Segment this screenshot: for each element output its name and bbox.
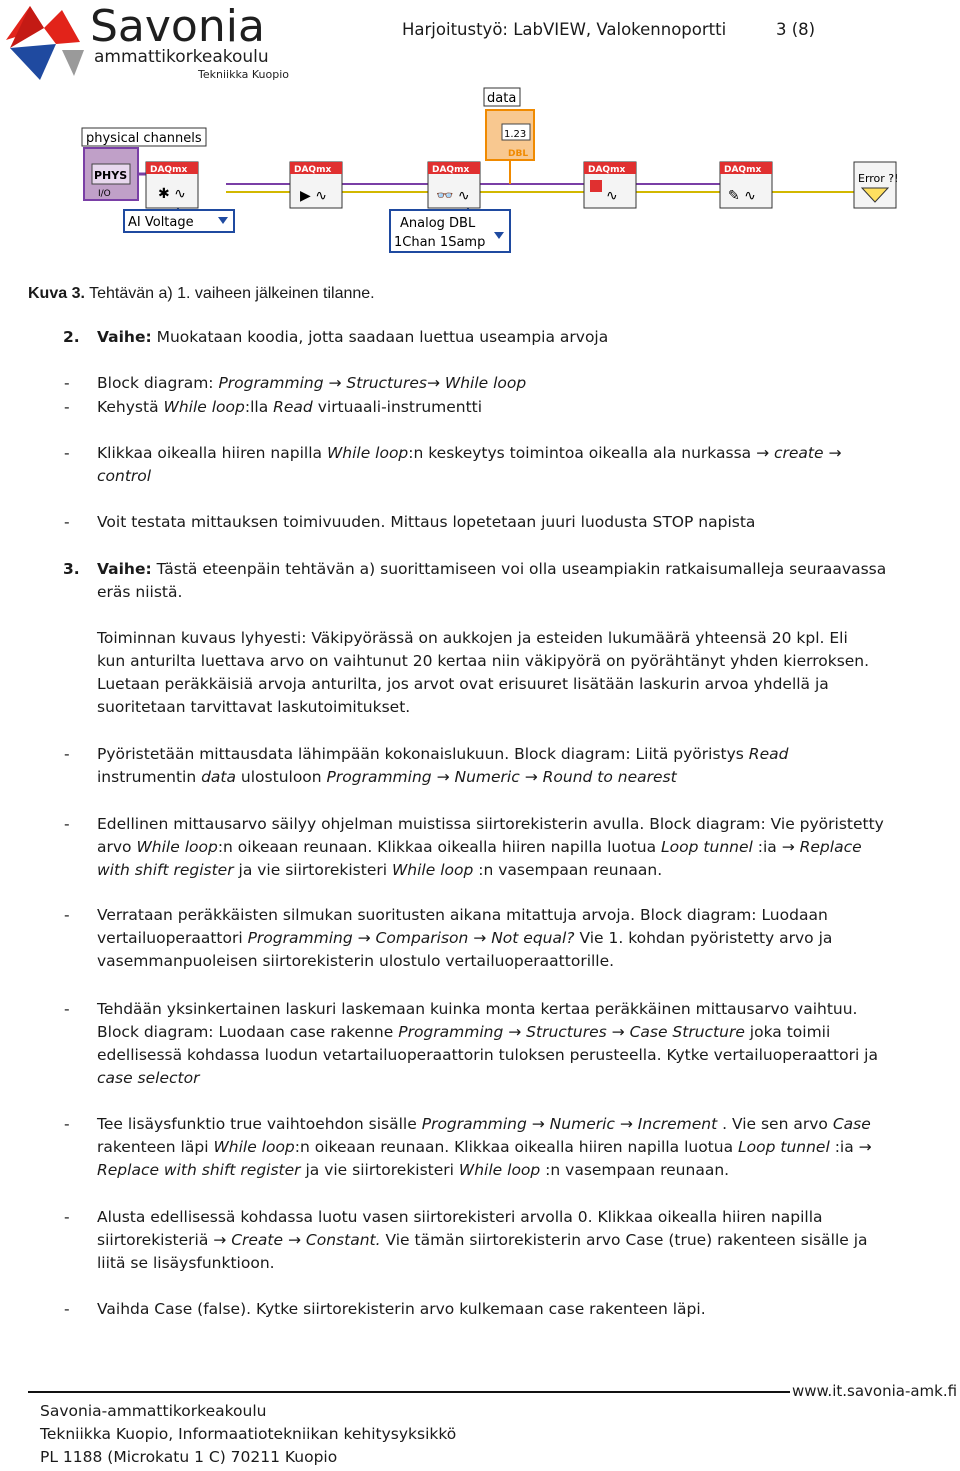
daqmx-clear-block [720, 162, 772, 208]
bullet-voit-testata: Voit testata mittauksen toimivuuden. Mittaus lopetetaan juuri luodusta STOP napista [97, 513, 756, 531]
section-3-number: 3. [63, 560, 80, 578]
bullet-dash: - [64, 1300, 70, 1318]
svg-text:DAQmx: DAQmx [724, 165, 762, 175]
logo-name: Savonia [90, 1, 265, 52]
daqmx-stop-block [584, 162, 636, 208]
svg-text:DAQmx: DAQmx [150, 165, 188, 175]
physical-channels-label [82, 128, 206, 146]
svg-text:AI Voltage: AI Voltage [128, 215, 194, 230]
svg-text:Analog DBL: Analog DBL [400, 216, 476, 231]
step-case-false: Vaihda Case (false). Kytke siirtorekisterin arvo kulkemaan case rakenteen läpi. [97, 1300, 706, 1318]
svg-text:👓 ∿: 👓 ∿ [436, 188, 470, 204]
ai-voltage-constant [124, 210, 234, 232]
svg-text:I/O: I/O [98, 189, 111, 199]
bullet-dash: - [64, 444, 70, 462]
svg-text:data: data [487, 91, 517, 106]
step-comparison: Verrataan peräkkäisten silmukan suoritusten aikana mitattuja arvoja. Block diagram: Luodaan vertailuoperaattori Programming → Comparison → Not equal? Vie 1. kohdan pyöristetty arvo ja vasemmanpuoleisen siirtorekisterin ulostulo vertailuoperaattorille. [97, 906, 833, 970]
svg-text:∿: ∿ [606, 188, 618, 204]
step-increment: Tee lisäysfunktio true vaihtoehdon sisälle Programming → Numeric → Increment . Vie sen arvo Case rakenteen läpi While loop:n oikeaan reunaan. Klikkaa oikealla hiiren napilla luotua Loop tunnel :ia → Replace with shift register ja vie siirtorekisteri While loop :n vasempaan reunaan. [97, 1115, 872, 1179]
analog-dbl-selector [390, 210, 510, 252]
section-2-number: 2. [63, 328, 80, 346]
bullet-dash: - [64, 1000, 70, 1018]
daqmx-read-block [428, 162, 480, 208]
svg-text:DAQmx: DAQmx [588, 165, 626, 175]
step-round-data: Pyöristetään mittausdata lähimpään kokonaislukuun. Block diagram: Liitä pyöristys Read instrumentin data ulostuloon Programming → Numeric → Round to nearest [97, 745, 789, 786]
svg-text:DAQmx: DAQmx [294, 165, 332, 175]
bullet-block-diagram: Block diagram: Programming → Structures→ While loop [97, 374, 527, 392]
bullet-dash: - [64, 815, 70, 833]
error-handler-block [854, 162, 899, 208]
svg-text:1Chan 1Samp: 1Chan 1Samp [394, 235, 486, 250]
bullet-dash: - [64, 513, 70, 531]
section-2-heading: Vaihe: Muokataan koodia, jotta saadaan luettua useampia arvoja [97, 328, 609, 346]
svg-text:DAQmx: DAQmx [432, 165, 470, 175]
bullet-dash: - [64, 1115, 70, 1133]
footer-url[interactable]: www.it.savonia-amk.fi [792, 1382, 958, 1400]
svg-text:Error ?!: Error ?! [858, 172, 899, 185]
svg-text:✎ ∿: ✎ ∿ [728, 188, 756, 204]
step-init-shift-register: Alusta edellisessä kohdassa luotu vasen siirtorekisteri arvolla 0. Klikkaa oikealla hiiren napilla siirtorekisteriä → Create → Constant. Vie tämän siirtorekisterin arvo Case (true) rakenteen sisälle ja liitä se lisäysfunktioon. [97, 1208, 868, 1272]
bullet-dash: - [64, 398, 70, 416]
page-header-title: Harjoitustyö: LabVIEW, Valokennoportti [402, 20, 727, 39]
svg-text:▶ ∿: ▶ ∿ [300, 188, 327, 204]
step-counter: Tehdään yksinkertainen laskuri laskemaan kuinka monta kertaa peräkkäinen mittausarvo vaihtuu. Block diagram: Luodaan case rakenne Programming → Structures → Case Structure joka toimii edellisessä kohdassa luodun vetartailuoperaattorin tuloksen perusteella. Kytke vertailuoperaattori ja case selector [97, 1000, 878, 1087]
bullet-kehysta: Kehystä While loop:lla Read virtuaali-instrumentti [97, 398, 483, 416]
svg-text:1.23: 1.23 [504, 129, 527, 140]
svg-text:physical channels: physical channels [86, 131, 202, 146]
svg-text:DBL: DBL [508, 149, 529, 159]
daqmx-create-channel-block [146, 162, 198, 208]
footer-line-3: PL 1188 (Microkatu 1 C) 70211 Kuopio [40, 1448, 338, 1466]
logo-sub2: Tekniikka Kuopio [198, 68, 289, 81]
savonia-logo [0, 0, 300, 90]
logo-emblem-icon [0, 0, 90, 90]
labview-block-diagram [78, 84, 904, 264]
page-number: 3 (8) [776, 20, 816, 39]
bullet-dash: - [64, 1208, 70, 1226]
step-shift-register: Edellinen mittausarvo säilyy ohjelman muistissa siirtorekisterin avulla. Block diagram: Vie pyöristetty arvo While loop:n oikeaan reunaan. Klikkaa oikealla hiiren napilla luotua Loop tunnel :ia → Replace with shift register ja vie siirtorekisteri While loop :n vasempaan reunaan. [97, 815, 884, 879]
bullet-klikkaa: Klikkaa oikealla hiiren napilla While loop:n keskeytys toimintoa oikealla ala nurkassa → create → control [97, 444, 842, 485]
footer-line-1: Savonia-ammattikorkeakoulu [40, 1402, 267, 1420]
data-indicator [484, 88, 534, 160]
daqmx-start-block [290, 162, 342, 208]
bullet-dash: - [64, 374, 70, 392]
bullet-dash: - [64, 745, 70, 763]
footer-divider [28, 1391, 790, 1393]
bullet-dash: - [64, 906, 70, 924]
svg-text:✱ ∿: ✱ ∿ [158, 186, 186, 202]
figure-caption: Kuva 3. Tehtävän a) 1. vaiheen jälkeinen tilanne. [28, 285, 375, 302]
footer-line-2: Tekniikka Kuopio, Informaatiotekniikan kehitysyksikkö [40, 1425, 457, 1443]
section-3-heading: Vaihe: Tästä eteenpäin tehtävän a) suorittamiseen voi olla useampiakin ratkaisumalleja seuraavassa eräs niistä. [97, 560, 887, 601]
svg-text:PHYS: PHYS [94, 169, 128, 182]
physical-channel-terminal [84, 148, 138, 200]
logo-sub: ammattikorkeakoulu [94, 47, 269, 67]
description-paragraph: Toiminnan kuvaus lyhyesti: Väkipyörässä on aukkojen ja esteiden lukumäärä yhteensä 20 kpl. Eli kun anturilta luettava arvo on vaihtunut 20 kertaa niin väkipyörä on pyörähtänyt yhden kierroksen. Luetaan peräkkäisiä arvoja anturilta, jos arvot ovat erisuuret lisätään laskurin arvoa yhdellä ja suoritetaan tarvittavat laskutoimitukset. [97, 629, 870, 716]
